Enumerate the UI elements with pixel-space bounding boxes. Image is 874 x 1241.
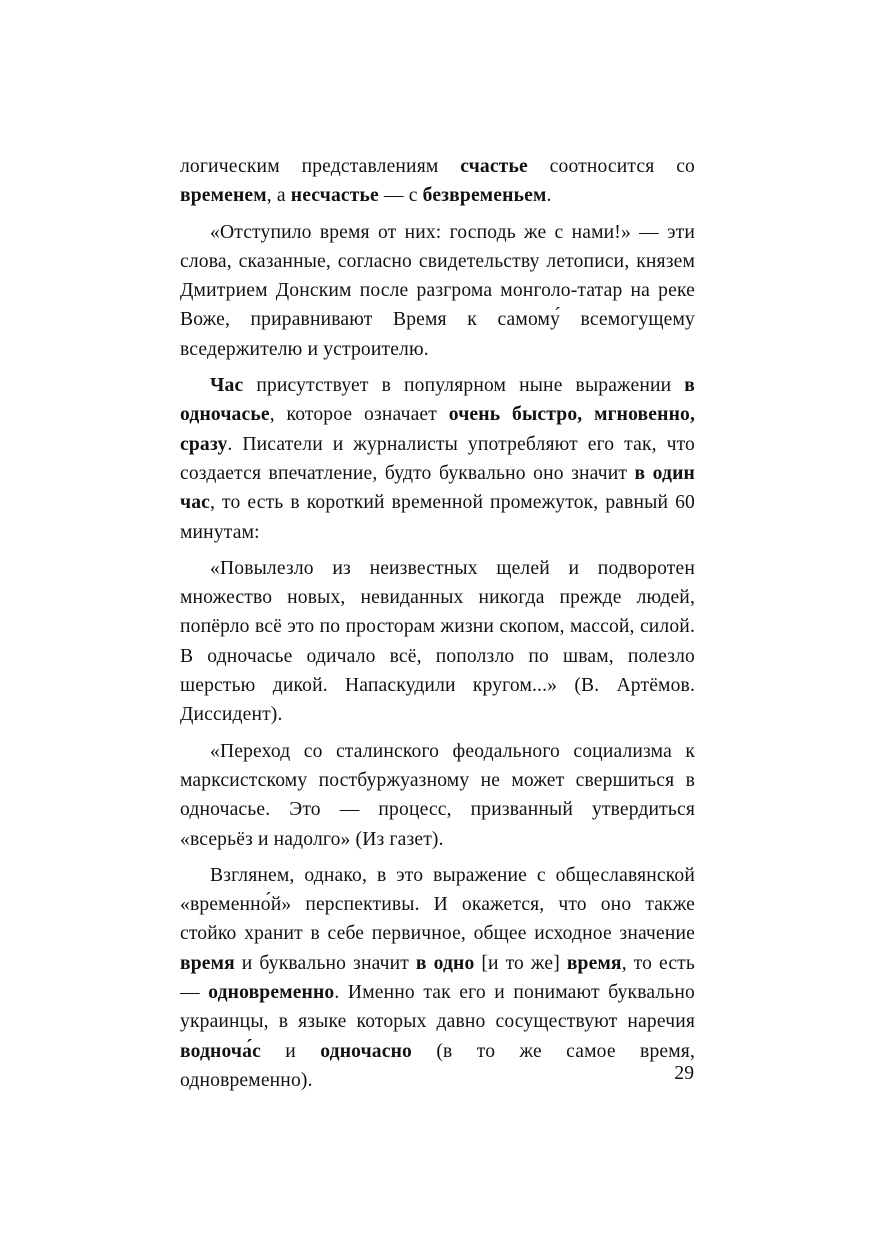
paragraph — [180, 737, 695, 854]
bold-term: в один час — [180, 462, 695, 514]
paragraph — [180, 554, 695, 730]
paragraph — [180, 152, 695, 211]
text-run: соотносится со — [527, 156, 695, 177]
bold-term: в одночасье — [180, 375, 695, 426]
bold-term: в одно — [415, 952, 475, 974]
text-run: присутствует в популярном ныне выражении — [243, 375, 685, 397]
text-run: , а — [266, 185, 291, 207]
text-run: «Отступило время от них: господь же с нами!» — эти слова, сказанные, согласно свидетельству летописи, князем Дмитрием Донским после разгрома монголо-татар на реке Воже, приравнивают Время к самому́ всемогущему вседержителю и устроителю. — [180, 221, 695, 360]
text-run: . — [546, 185, 552, 207]
bold-term: время — [566, 952, 622, 974]
text-run: , то есть — — [180, 952, 695, 1004]
bold-term: безвременьем — [422, 185, 547, 207]
bold-term: одновременно — [208, 982, 335, 1004]
paragraph — [180, 861, 695, 1095]
text-run: [и то же] — [474, 952, 567, 974]
text-run: «Повылезло из неизвестных щелей и подворотен множество новых, невиданных никогда прежде людей, попёрло всё это по просторам жизни скопом, массой, силой. В одночасье одичало всё, поползло по швам, полезло шерстью дикой. Напаскудили кругом...» (В. Артёмов. Диссидент). — [180, 557, 695, 726]
bold-term: счастье — [460, 156, 528, 177]
text-run: — с — [378, 185, 423, 207]
paragraph — [180, 218, 695, 364]
bold-term: Час — [210, 375, 244, 397]
text-run: Взглянем, однако, в это выражение с общеславянской «временно́й» перспективы. И окажется, что оно также стойко хранит в себе первичное, общее исходное значение — [180, 864, 695, 945]
page-number: 29 — [674, 1063, 694, 1084]
bold-term: временем — [180, 185, 267, 207]
text-run: . Именно так его и понимают буквально украинцы, в языке которых давно сосуществуют наречия — [180, 982, 695, 1033]
paragraph — [180, 371, 695, 547]
bold-term: время — [180, 952, 235, 974]
text-run: и буквально значит — [234, 952, 416, 974]
text-run: и — [260, 1040, 321, 1062]
text-run: , то есть в короткий временной промежуток, равный 60 минутам: — [180, 492, 695, 543]
bold-term: водноча́с — [180, 1040, 261, 1062]
bold-term: одночасно — [320, 1040, 412, 1062]
bold-term: очень быстро, мгновенно, сразу — [180, 404, 695, 455]
bold-term: несчастье — [290, 185, 379, 207]
text-run: логическим представлениям — [180, 156, 461, 177]
text-run: (в то же самое время, одновременно). — [180, 1040, 696, 1091]
body-text — [180, 152, 695, 1095]
text-run: . Писатели и журналисты употребляют его так, что создается впечатление, будто буквально оно значит — [180, 433, 695, 484]
text-run: , которое означает — [269, 404, 449, 426]
text-run: «Переход со сталинского феодального социализма к марксистскому постбуржуазному не может свершиться в одночасье. Это — процесс, призванный утвердиться «всерьёз и надолго» (Из газет). — [180, 740, 695, 850]
